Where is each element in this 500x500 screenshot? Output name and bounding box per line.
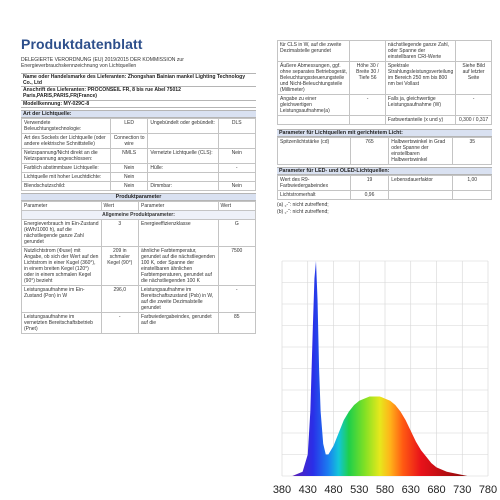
spectrum-svg <box>262 255 500 500</box>
param-row-cell: G <box>218 220 255 247</box>
right-top-row-cell: - <box>456 95 492 116</box>
right-top-row-cell: Falls ja, gleichwertige Leistungsaufnahme (W) <box>385 95 455 116</box>
led-row-cell: Wert des R9-Farbwiedergabeindex <box>278 176 351 191</box>
right-top-row-cell <box>456 41 492 62</box>
spectrum-chart <box>262 255 500 500</box>
type-row-cell: DLS <box>218 119 255 134</box>
type-row-cell: Nein <box>110 173 147 182</box>
right-top-table <box>277 40 492 125</box>
param-row-cell: 296,0 <box>101 286 138 313</box>
type-row-cell: Art des Sockels der Lichtquelle (oder andere elektrische Schnittstelle) <box>22 134 111 149</box>
type-row-cell: Connection to wire <box>110 134 147 149</box>
type-row-cell: Dimmbar: <box>148 182 218 191</box>
type-row-cell: Nein <box>218 149 255 164</box>
right-top-row <box>278 62 492 95</box>
type-row-cell: - <box>218 164 255 173</box>
right-top-row-cell <box>350 41 386 62</box>
param-row-cell: - <box>218 286 255 313</box>
directional-row-cell: Spitzenlichtstärke (cd) <box>278 138 351 165</box>
type-row-cell <box>218 173 255 182</box>
directional-params-table <box>277 137 492 165</box>
param-row-cell: 3 <box>101 220 138 247</box>
supplier-name: Name oder Handelsmarke des Lieferanten: Zhongshan Bainian mankel Lighting Technology Co., Ltd <box>21 73 256 87</box>
type-row <box>22 164 256 173</box>
col-header: Wert <box>218 202 255 211</box>
type-row-cell: Blendschutzschild: <box>22 182 111 191</box>
param-row-cell: Leistungsaufnahme im Bereitschaftszustand (Psb) in W, auf die zweite Dezimalstelle gerundet <box>138 286 218 313</box>
right-top-row <box>278 41 492 62</box>
param-row-cell: Leistungsaufnahme im Ein-Zustand (Pon) in W <box>22 286 102 313</box>
directional-row-cell: 35 <box>453 138 492 165</box>
col-header: Parameter <box>22 202 102 211</box>
col-header: Parameter <box>138 202 218 211</box>
type-row-cell: Verwendete Beleuchtungstechnologie: <box>22 119 111 134</box>
type-row-cell: Nein <box>110 182 147 191</box>
type-row-cell: Netzspannung/Nicht direkt an die Netzspannung angeschlossen: <box>22 149 111 164</box>
param-row-cell: 209 in schmaler Kegel (90°) <box>101 247 138 286</box>
x-tick-label: 780 <box>478 484 498 496</box>
footnote-a: (a) „-“: nicht zutreffend; <box>277 202 329 209</box>
supplier-address: Anschrift des Lieferanten: PROCONSEIL FR, 8 bis rue Abel 75012 Paris,PARIS,PARIS,FR(France) <box>21 87 256 100</box>
right-top-row-cell: Farbwertanteile (x und y) <box>385 116 455 125</box>
datasheet-page-right <box>262 0 500 255</box>
type-row-cell: LED <box>110 119 147 134</box>
param-row <box>22 247 256 286</box>
page-title: Produktdatenblatt <box>21 36 143 52</box>
general-params-subheader-row <box>22 211 256 220</box>
param-row-cell: Leistungsaufnahme im vernetzten Bereitschaftsbetrieb (Pnet) <box>22 313 102 334</box>
type-row-cell: Ungebündelt oder gebündelt: <box>148 119 218 134</box>
col-header: Wert <box>101 202 138 211</box>
right-top-row-cell: Siehe Bild auf letzter Seite <box>456 62 492 95</box>
type-row-cell: Nein <box>110 164 147 173</box>
right-top-row <box>278 116 492 125</box>
right-top-row-cell: Angabe zu einer gleichwertigen Leistungsaufnahme(a) <box>278 95 350 116</box>
type-row <box>22 182 256 191</box>
right-top-row-cell: nächstliegende ganze Zahl, oder Spanne der einstellbaren CRI-Werte <box>385 41 455 62</box>
param-row-cell: Energieverbrauch im Ein-Zustand (kWh/1000 h), auf die nächstliegende ganze Zahl gerundet <box>22 220 102 247</box>
right-top-row <box>278 95 492 116</box>
led-row <box>278 191 492 200</box>
x-tick-label: 730 <box>453 484 472 496</box>
param-row-cell: ähnliche Farbtemperatur, gerundet auf die nächstliegenden 100 K, oder Spanne der einstellbaren ähnlichen Farbtemperaturen, gerundet auf die nächstliegenden 100 K <box>138 247 218 286</box>
type-row <box>22 134 256 149</box>
right-top-row-cell: Höhe 30 / Breite 30 / Tiefe 56 <box>350 62 386 95</box>
product-params-header: Produktparameter <box>21 193 256 201</box>
param-row-cell: 7500 <box>218 247 255 286</box>
type-row-cell <box>218 134 255 149</box>
x-tick-label: 430 <box>298 484 317 496</box>
directional-row <box>278 138 492 165</box>
led-row-cell: 19 <box>350 176 389 191</box>
led-params-table <box>277 175 492 200</box>
directional-row-cell: 765 <box>350 138 389 165</box>
param-row-cell: 85 <box>218 313 255 334</box>
light-source-type-header: Art der Lichtquelle: <box>21 110 256 118</box>
type-row-cell <box>148 134 218 149</box>
led-row <box>278 176 492 191</box>
type-row-cell: Lichtquelle mit hoher Leuchtdichte: <box>22 173 111 182</box>
x-tick-label: 480 <box>324 484 343 496</box>
footnote-b: (b) „-“: nicht zutreffend; <box>277 208 329 215</box>
directional-params-header: Parameter für Lichtquellen mit gerichtetem Licht: <box>277 129 492 137</box>
param-row <box>22 313 256 334</box>
type-row <box>22 149 256 164</box>
type-row <box>22 119 256 134</box>
x-tick-label: 680 <box>427 484 446 496</box>
right-top-row-cell <box>278 116 350 125</box>
type-row-cell: Vernetzte Lichtquelle (CLS): <box>148 149 218 164</box>
param-row-cell: Farbwiedergabeindex, gerundet auf die <box>138 313 218 334</box>
right-top-row-cell: Spektrale Strahlungsleistungsverteilung im Bereich 250 nm bis 800 nm bei Vollast <box>385 62 455 95</box>
param-row <box>22 286 256 313</box>
led-row-cell: Lebensdauerfaktor <box>389 176 453 191</box>
x-tick-label: 530 <box>350 484 369 496</box>
right-top-row-cell: für CLS in W, auf die zweite Dezimalstelle gerundet <box>278 41 350 62</box>
type-row-cell <box>148 173 218 182</box>
model-id: Modellkennung: MY-029C-8 <box>21 101 256 108</box>
param-row-cell: Energieeffizienzklasse <box>138 220 218 247</box>
param-row-cell: - <box>101 313 138 334</box>
light-source-type-table <box>21 118 256 191</box>
product-params-table <box>21 201 256 334</box>
regulation-intro: DELEGIERTE VERORDNUNG (EU) 2019/2015 DER KOMMISSION zur Energieverbrauchskennzeichnung von Lichtquellen <box>21 57 184 70</box>
right-top-row-cell: 0,300 / 0,317 <box>456 116 492 125</box>
right-top-row-cell: - <box>350 95 386 116</box>
type-row-cell: Farblich abstimmbare Lichtquelle: <box>22 164 111 173</box>
x-tick-label: 380 <box>272 484 292 496</box>
param-row-cell: Nutzlichtstrom (Φuse) mit Angabe, ob sich der Wert auf den Lichtstrom in einer Kugel (360°), in einem breiten Kegel (120°) oder in einem schmalen Kegel (90°) bezieht <box>22 247 102 286</box>
right-top-row-cell: Äußere Abmessungen, ggf. ohne separates Betriebsgerät, Beleuchtungssteuerungsteile und Nicht-Beleuchtungsteile (Millimeter) <box>278 62 350 95</box>
type-row-cell: Hülle: <box>148 164 218 173</box>
general-params-header: Allgemeine Produktparameter: <box>22 211 256 220</box>
x-tick-label: 630 <box>401 484 420 496</box>
led-row-cell: Lichtstromerhalt <box>278 191 351 200</box>
right-top-row-cell <box>350 116 386 125</box>
type-row <box>22 173 256 182</box>
led-row-cell: 1,00 <box>453 176 492 191</box>
params-header-row <box>22 202 256 211</box>
led-row-cell <box>453 191 492 200</box>
type-row-cell: Nein <box>218 182 255 191</box>
led-row-cell <box>389 191 453 200</box>
param-row <box>22 220 256 247</box>
x-tick-label: 580 <box>375 484 395 496</box>
directional-row-cell: Halbwertswinkel in Grad oder Spanne der einstellbaren Halbwertswinkel <box>389 138 453 165</box>
led-params-header: Parameter für LED- und OLED-Lichtquellen: <box>277 167 492 175</box>
type-row-cell: NMLS <box>110 149 147 164</box>
led-row-cell: 0,96 <box>350 191 389 200</box>
